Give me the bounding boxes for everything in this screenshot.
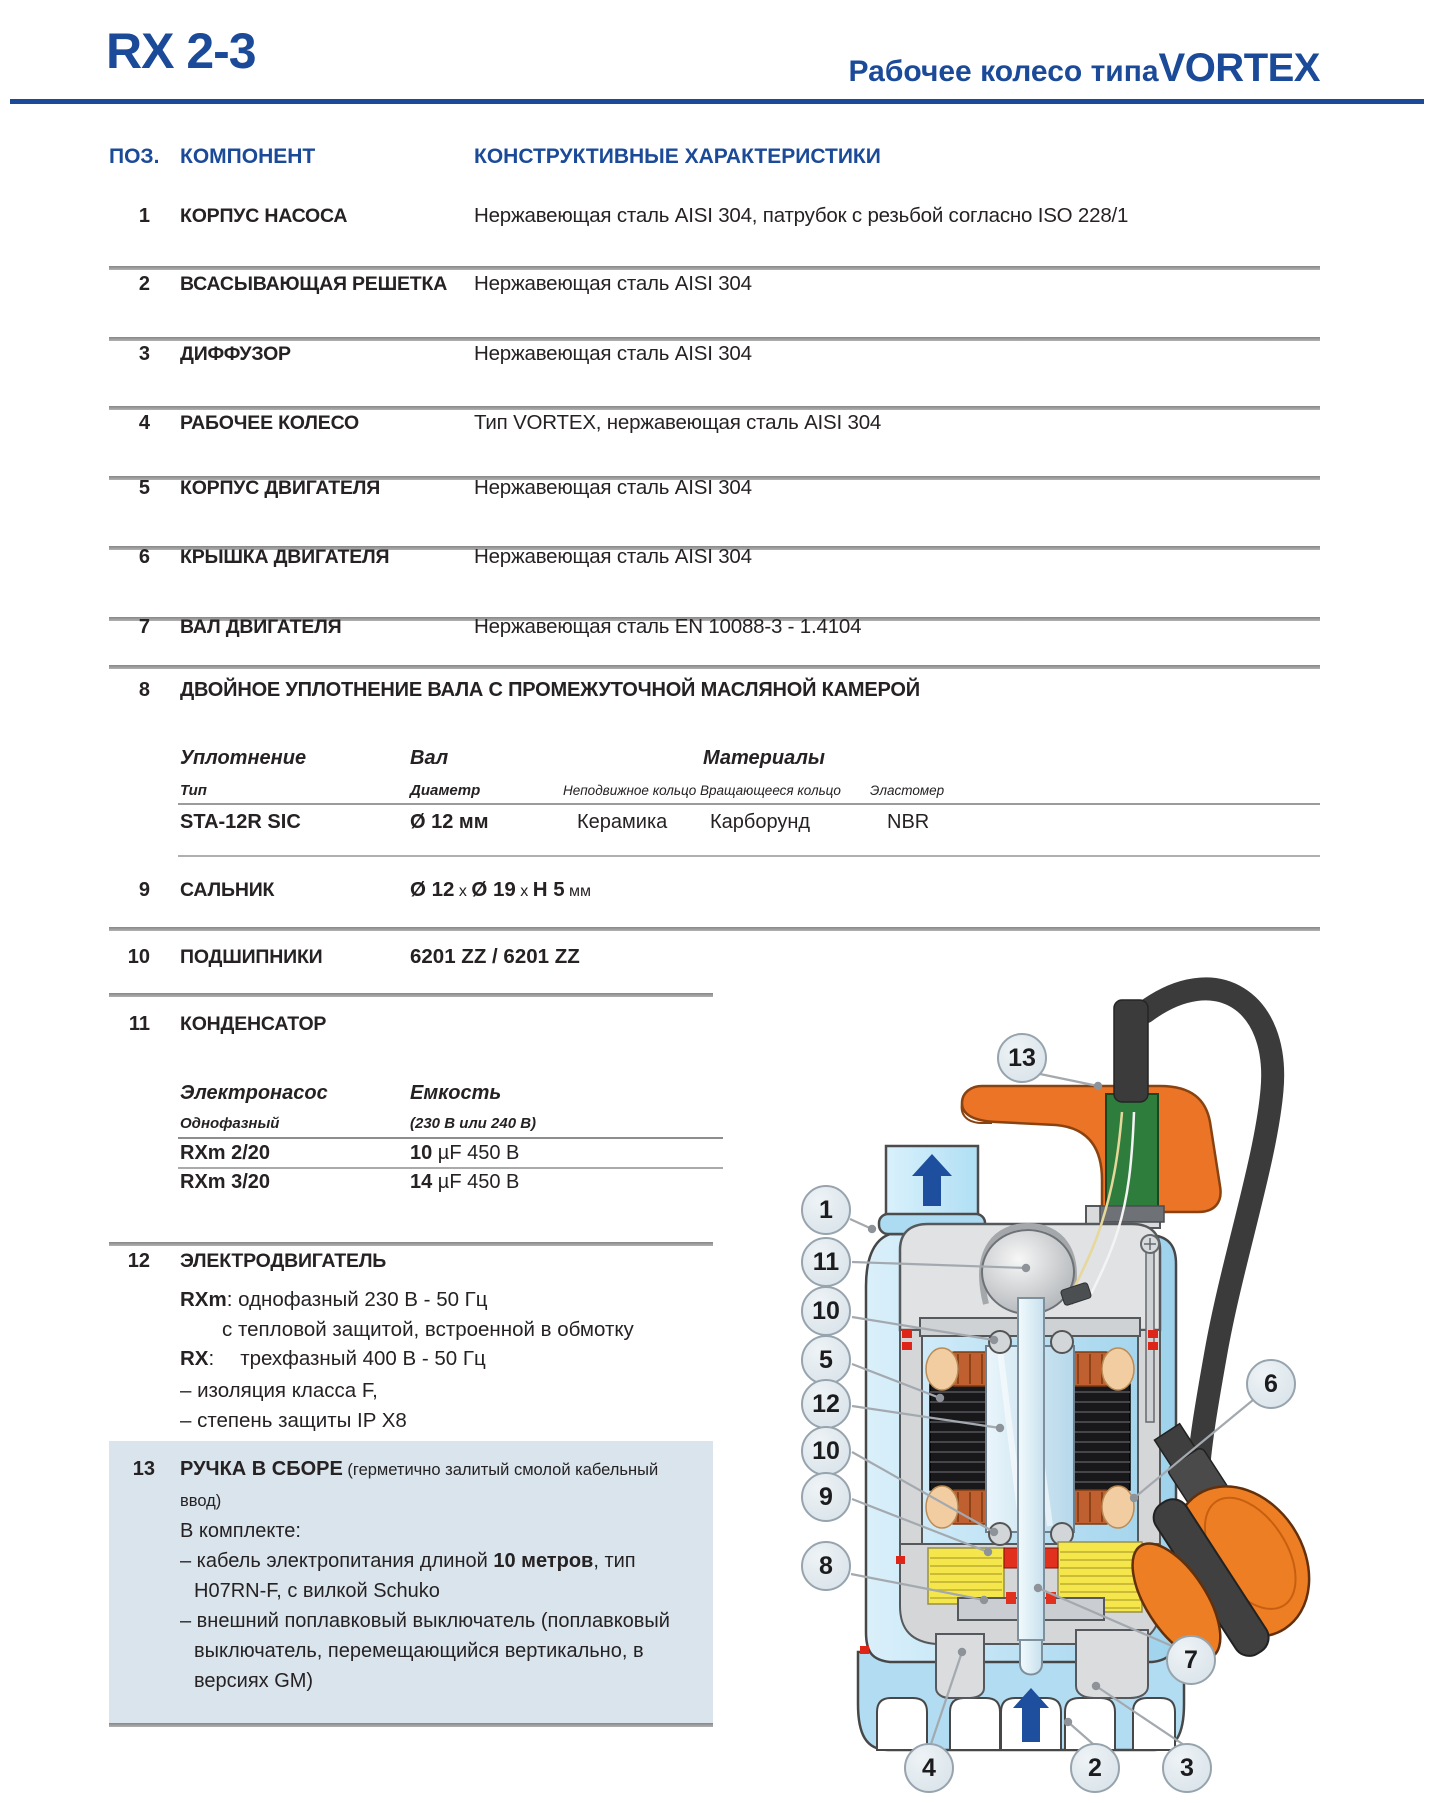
- seal-diameter: Ø 12 мм: [410, 811, 489, 833]
- value-rest: µF 450 В: [432, 1171, 520, 1193]
- value-bold: Ø 19: [471, 878, 516, 901]
- diagram-callout-7: 7: [1166, 1635, 1216, 1685]
- cable-entry: [1114, 1000, 1148, 1102]
- value-sep: x: [515, 883, 533, 900]
- component-name: ЭЛЕКТРОДВИГАТЕЛЬ: [180, 1250, 387, 1272]
- motor-rx-line: [180, 1345, 486, 1373]
- gland-nut: [1100, 1206, 1164, 1222]
- seal-rotating: Карборунд: [710, 811, 811, 833]
- shaft-seal: [1044, 1548, 1058, 1568]
- value-bold: H 5: [532, 878, 565, 901]
- included-item: – внешний поплавковый выключатель (поплавковый выключатель, перемещающийся вертикально, в версиях GM): [180, 1610, 670, 1692]
- subtitle-text: Рабочее колесо типа: [848, 55, 1159, 88]
- table-row: [109, 877, 1320, 903]
- motor-text: трехфазный 400 В - 50 Гц: [240, 1347, 486, 1370]
- value-sep: x: [454, 883, 472, 900]
- diagram-callout-11: 11: [801, 1237, 851, 1287]
- header-rule: [10, 99, 1424, 104]
- handle-title: [180, 1454, 695, 1516]
- value-bold: 10: [410, 1142, 433, 1164]
- row-number: 10: [127, 946, 150, 968]
- diffuser-cup: [936, 1634, 984, 1698]
- winding-endcap: [926, 1486, 958, 1528]
- diagram-callout-3: 3: [1162, 1743, 1212, 1793]
- seal-sub-rotating: Вращающееся кольцо: [700, 783, 841, 798]
- included-label: В комплекте:: [180, 1520, 301, 1542]
- diagram-callout-6: 6: [1246, 1359, 1296, 1409]
- diagram-callout-1: 1: [801, 1185, 851, 1235]
- diagram-callout-2: 2: [1070, 1743, 1120, 1793]
- column-header-specs: КОНСТРУКТИВНЫЕ ХАРАКТЕРИСТИКИ: [474, 145, 881, 168]
- component-spec: 6201 ZZ / 6201 ZZ: [410, 945, 580, 968]
- motor-colon: :: [226, 1288, 239, 1311]
- winding-endcap: [926, 1348, 958, 1390]
- component-name: ВСАСЫВАЮЩАЯ РЕШЕТКА: [180, 273, 448, 295]
- value-unit: мм: [564, 883, 592, 900]
- table-row: [109, 614, 1320, 640]
- strainer-arch: [950, 1698, 1000, 1750]
- diagram-callout-12: 12: [801, 1379, 851, 1429]
- component-spec: Нержавеющая сталь AISI 304: [474, 342, 752, 365]
- handle-assembly-box: [109, 1441, 713, 1723]
- cap-model: RXm 3/20: [180, 1171, 271, 1193]
- component-spec: Нержавеющая сталь EN 10088-3 - 1.4104: [474, 615, 862, 638]
- item-text: , тип H07RN-F, с вилкой Schuko: [194, 1550, 636, 1602]
- table-row: [109, 271, 1320, 297]
- component-spec: Нержавеющая сталь AISI 304: [474, 545, 752, 568]
- column-header-pos: ПОЗ.: [109, 145, 160, 168]
- table-row: [109, 203, 1320, 229]
- row-separator: [109, 266, 1320, 270]
- handle-title-note: (герметично залитый смолой кабельный ввод): [180, 1461, 659, 1510]
- diffuser-cup: [1076, 1630, 1148, 1698]
- row-number: 13: [132, 1458, 155, 1480]
- component-name: КОРПУС НАСОСА: [180, 205, 348, 227]
- shaft-tip: [1020, 1640, 1042, 1675]
- diagram-callout-4: 4: [904, 1743, 954, 1793]
- row-separator: [109, 665, 1320, 669]
- seal-type: STA-12R SIC: [180, 811, 301, 833]
- row-separator: [109, 1242, 713, 1246]
- row-number: 8: [138, 679, 150, 701]
- seal-sub-type: Тип: [180, 782, 207, 799]
- cap-model: RXm 2/20: [180, 1142, 271, 1164]
- row-separator: [109, 927, 1320, 931]
- bearing: [1051, 1331, 1073, 1353]
- row-number: 5: [138, 477, 150, 499]
- item-text: – кабель электропитания длиной: [180, 1550, 494, 1572]
- row-number: 3: [138, 343, 150, 365]
- seal-sub-elastomer: Эластомер: [870, 783, 945, 798]
- component-name: ВАЛ ДВИГАТЕЛЯ: [180, 616, 342, 638]
- diagram-callout-9: 9: [801, 1472, 851, 1522]
- component-spec: Нержавеющая сталь AISI 304: [474, 476, 752, 499]
- row-number: 6: [138, 546, 150, 568]
- winding-endcap: [1102, 1486, 1134, 1528]
- component-spec: Нержавеющая сталь AISI 304: [474, 272, 752, 295]
- row-number: 9: [138, 879, 150, 901]
- row-number: 4: [138, 412, 150, 434]
- component-name: РАБОЧЕЕ КОЛЕСО: [180, 412, 359, 434]
- winding-endcap: [1102, 1348, 1134, 1390]
- included-item: [180, 1546, 695, 1606]
- motor-bullet: – степень защиты IP X8: [180, 1409, 407, 1432]
- table-row: [109, 475, 1320, 501]
- handle-title-bold: РУЧКА В СБОРЕ: [180, 1458, 343, 1480]
- seal-stationary: Керамика: [577, 811, 668, 833]
- diagram-callout-10: 10: [801, 1286, 851, 1336]
- component-name: КОРПУС ДВИГАТЕЛЯ: [180, 477, 381, 499]
- value-rest: µF 450 В: [432, 1142, 520, 1164]
- page-title: RX 2-3: [106, 23, 256, 79]
- motor-colon: :: [208, 1347, 215, 1370]
- component-name: КОНДЕНСАТОР: [180, 1013, 327, 1035]
- row-number: 1: [138, 205, 150, 227]
- section-title: ДВОЙНОЕ УПЛОТНЕНИЕ ВАЛА С ПРОМЕЖУТОЧНОЙ МАСЛЯНОЙ КАМЕРОЙ: [180, 679, 920, 701]
- cap-sub-capacity: (230 В или 240 В): [410, 1115, 537, 1132]
- cap-col-pump: Электронасос: [180, 1082, 328, 1104]
- seal-col-materials: Материалы: [703, 747, 825, 769]
- motor-rxm-line: [180, 1286, 488, 1314]
- table-row-seal-section: [109, 677, 1320, 703]
- component-spec: [410, 877, 591, 905]
- component-spec: Тип VORTEX, нержавеющая сталь AISI 304: [474, 411, 882, 434]
- table-row: [109, 410, 1320, 436]
- seal-sub-stationary: Неподвижное кольцо: [563, 783, 697, 798]
- subtitle-vortex: VORTEX: [1158, 46, 1320, 90]
- item-bold: 10 метров: [493, 1550, 594, 1572]
- seal-col-shaft: Вал: [410, 747, 449, 769]
- motor-bullet: – изоляция класса F,: [180, 1379, 378, 1402]
- motor-label: RX: [180, 1347, 209, 1370]
- row-number: 12: [127, 1250, 150, 1272]
- pump-cross-section-diagram: [788, 945, 1434, 1803]
- cap-value: [410, 1170, 519, 1194]
- table-row: [109, 544, 1320, 570]
- carry-handle: [962, 1086, 1221, 1212]
- seal-sub-diameter: Диаметр: [410, 782, 481, 799]
- subtable-line: [178, 1167, 723, 1169]
- shaft-seal: [1006, 1592, 1016, 1604]
- value-bold: 14: [410, 1171, 433, 1193]
- value-bold: Ø 12: [410, 878, 455, 901]
- component-name: КРЫШКА ДВИГАТЕЛЯ: [180, 546, 390, 568]
- table-row: [109, 341, 1320, 367]
- diagram-callout-5: 5: [801, 1335, 851, 1385]
- page-subtitle: [849, 46, 1320, 91]
- diagram-callout-13: 13: [997, 1033, 1047, 1083]
- seal-col-seal: Уплотнение: [180, 747, 307, 769]
- subtable-line: [178, 803, 1320, 805]
- seal-elastomer: NBR: [887, 811, 930, 833]
- motor-label: RXm: [180, 1288, 227, 1311]
- cap-sub-pump: Однофазный: [180, 1115, 280, 1132]
- shaft-seal: [1004, 1548, 1018, 1568]
- motor-rxm-line2: с тепловой защитой, встроенной в обмотку: [222, 1318, 634, 1341]
- strainer-arch: [877, 1698, 927, 1750]
- diagram-callout-8: 8: [801, 1541, 851, 1591]
- motor-text: однофазный 230 В - 50 Гц: [238, 1288, 488, 1311]
- diagram-callout-10b: 10: [801, 1426, 851, 1476]
- component-name: САЛЬНИК: [180, 879, 275, 901]
- row-separator: [109, 993, 713, 997]
- row-separator: [109, 1723, 713, 1727]
- cap-col-capacity: Емкость: [410, 1082, 502, 1104]
- row-number: 11: [128, 1013, 150, 1035]
- component-name: ПОДШИПНИКИ: [180, 946, 323, 968]
- component-spec: Нержавеющая сталь AISI 304, патрубок с резьбой согласно ISO 228/1: [474, 204, 1129, 227]
- component-name: ДИФФУЗОР: [180, 343, 291, 365]
- cap-value: [410, 1141, 519, 1165]
- subtable-line: [178, 855, 1320, 857]
- subtable-line: [178, 1137, 723, 1139]
- row-number: 2: [138, 273, 150, 295]
- row-number: 7: [138, 616, 150, 638]
- column-header-component: КОМПОНЕНТ: [180, 145, 316, 168]
